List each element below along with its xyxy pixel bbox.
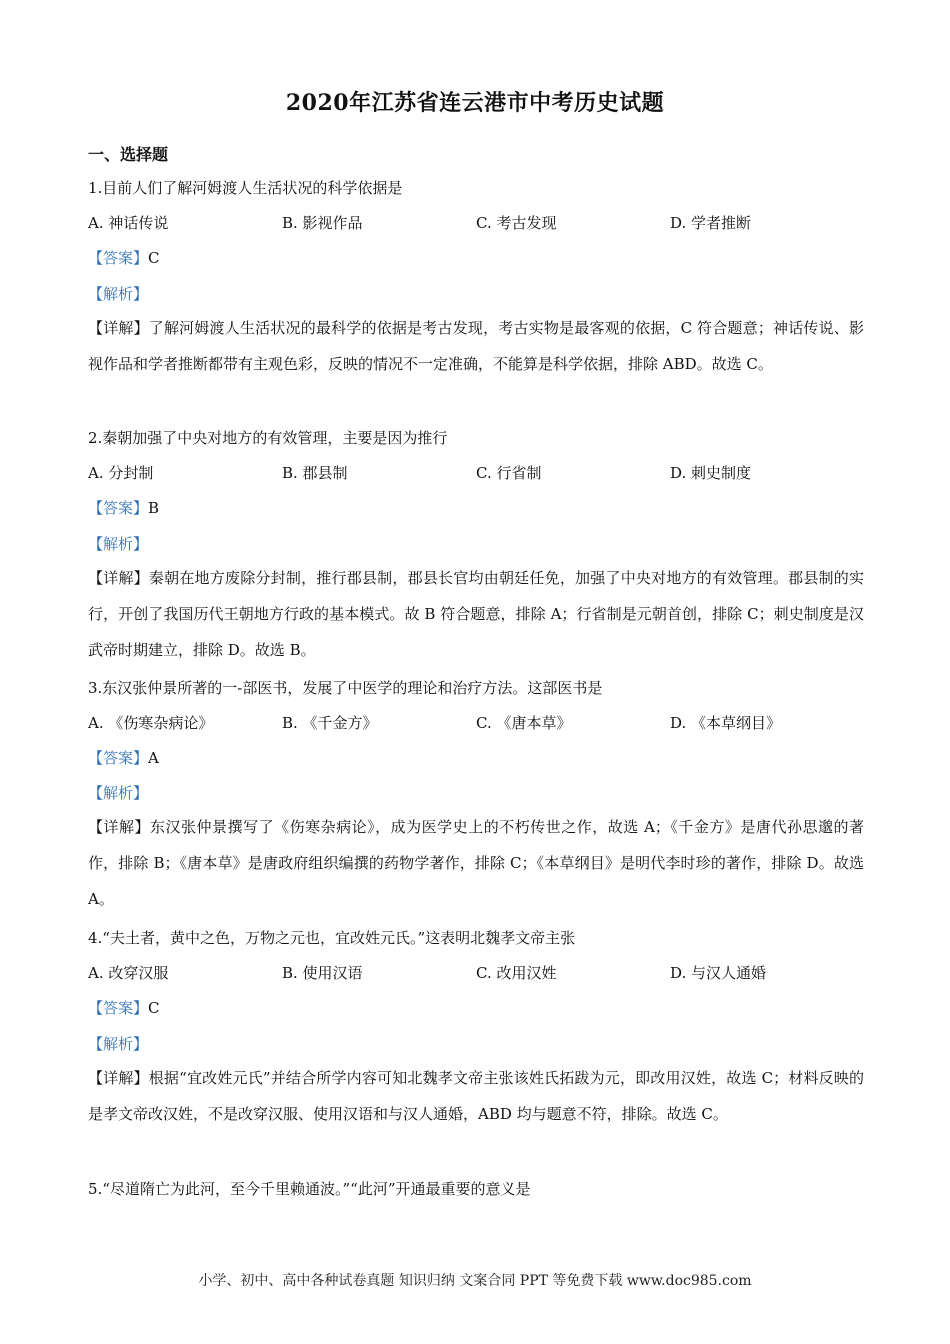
question-stem: 1.目前人们了解河姆渡人生活状况的科学依据是 [88,179,403,197]
analysis-label: 【解析】 [88,285,149,303]
question-stem: 2.秦朝加强了中央对地方的有效管理，主要是因为推行 [88,429,448,447]
detail-text: 东汉张仲景撰写了《伤寒杂病论》，成为医学史上的不朽传世之作，故选 A；《千金方》是唐代孙思邈的著作，排除 B；《唐本草》是唐政府组织编撰的药物学著作，排除 C；《本草纲目》是明代李时珍的著作，排除 D。故选 A。 [88,818,864,908]
page-footer: 小学、初中、高中各种试卷真题 知识归纳 文案合同 PPT 等免费下载 www.doc985.com [198,1273,752,1289]
analysis-label: 【解析】 [88,1035,149,1053]
analysis-label: 【解析】 [88,535,149,553]
option-b: B. 影视作品 [282,214,363,232]
detail-label: 【详解】 [88,1069,149,1087]
answer-label: 【答案】 [88,499,149,517]
option-a: A. 改穿汉服 [88,964,169,982]
option-c: C. 考古发现 [476,214,557,232]
options-row [88,212,864,236]
options-row [88,962,864,986]
option-c: C. 《唐本草》 [476,714,572,732]
answer-value: C [148,999,160,1017]
detail-label: 【详解】 [88,319,149,337]
option-b: B. 《千金方》 [282,714,378,732]
option-c: C. 行省制 [476,464,542,482]
option-d: D. 《本草纲目》 [670,714,782,732]
detail-text: 秦朝在地方废除分封制，推行郡县制，郡县长官均由朝廷任免，加强了中央对地方的有效管理。郡县制的实行，开创了我国历代王朝地方行政的基本模式。故 B 符合题意，排除 A；行省制是元朝首创，排除 C；刺史制度是汉武帝时期建立，排除 D。故选 B。 [88,569,864,659]
option-b: B. 郡县制 [282,464,348,482]
answer-line [88,247,160,268]
answer-line [88,497,159,518]
question-stem: 5.“尽道隋亡为此河，至今千里赖通波。”“此河”开通最重要的意义是 [88,1180,531,1198]
option-a: A. 《伤寒杂病论》 [88,714,214,732]
option-c: C. 改用汉姓 [476,964,557,982]
detail-paragraph [88,809,864,917]
detail-paragraph [88,310,864,382]
detail-text: 根据“宜改姓元氏”并结合所学内容可知北魏孝文帝主张该姓氏拓跋为元，即改用汉姓，故选 C；材料反映的是孝文帝改汉姓，不是改穿汉服、使用汉语和与汉人通婚，ABD 均与题意不符，排除。故选 C。 [88,1069,864,1123]
answer-line [88,997,160,1018]
question-stem: 3.东汉张仲景所著的一-部医书，发展了中医学的理论和治疗方法。这部医书是 [88,679,603,697]
detail-text: 了解河姆渡人生活状况的最科学的依据是考古发现，考古实物是最客观的依据，C 符合题意；神话传说、影视作品和学者推断都带有主观色彩，反映的情况不一定准确，不能算是科学依据，排除 ABD。故选 C。 [88,319,864,373]
question-stem: 4.“夫土者，黄中之色，万物之元也，宜改姓元氏。”这表明北魏孝文帝主张 [88,929,576,947]
option-a: A. 分封制 [88,464,154,482]
answer-value: B [148,499,160,517]
option-b: B. 使用汉语 [282,964,363,982]
answer-label: 【答案】 [88,999,149,1017]
options-row [88,462,864,486]
options-row [88,712,864,736]
option-a: A. 神话传说 [88,214,169,232]
section-heading: 一、选择题 [88,145,169,164]
answer-value: A [148,749,159,767]
answer-value: C [148,249,160,267]
option-d: D. 学者推断 [670,214,752,232]
answer-label: 【答案】 [88,749,149,767]
detail-paragraph [88,560,864,668]
detail-paragraph [88,1060,864,1132]
answer-label: 【答案】 [88,249,149,267]
page-title: 2020年江苏省连云港市中考历史试题 [285,90,665,116]
answer-line [88,747,159,768]
detail-label: 【详解】 [88,818,151,836]
detail-label: 【详解】 [88,569,149,587]
option-d: D. 刺史制度 [670,464,752,482]
option-d: D. 与汉人通婚 [670,964,767,982]
analysis-label: 【解析】 [88,784,149,802]
